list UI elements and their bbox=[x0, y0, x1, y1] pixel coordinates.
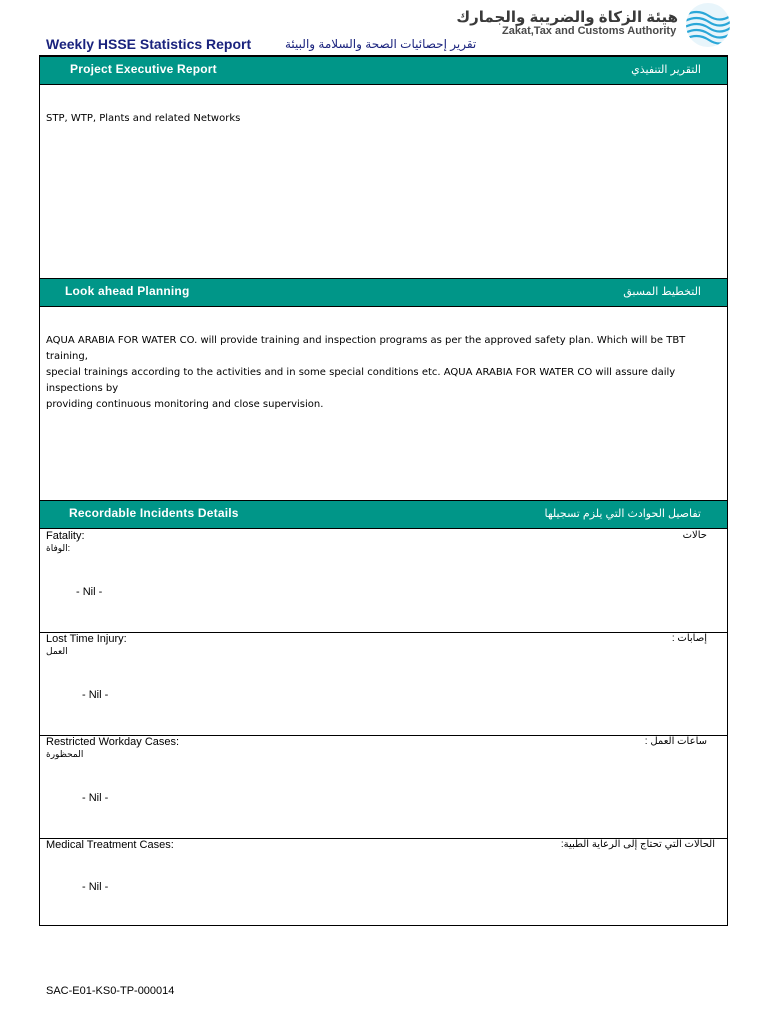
logo-arabic-text: هيئة الزكاة والضريبة والجمارك bbox=[456, 9, 678, 26]
report-title-arabic: تقرير إحصائيات الصحة والسلامة والبيئة bbox=[285, 37, 477, 51]
incidents-section-bar bbox=[40, 500, 727, 529]
incident-label-arabic-secondary: الوفاة: bbox=[46, 543, 71, 553]
incident-label-arabic: حالات bbox=[682, 530, 707, 541]
lookahead-section-bar bbox=[40, 278, 727, 307]
incident-label: Lost Time Injury: bbox=[46, 633, 127, 645]
incident-label-arabic-secondary: العمل bbox=[46, 646, 68, 656]
lookahead-content bbox=[46, 333, 727, 413]
incident-label-arabic: الحالات التي تحتاج إلى الرعاية الطبية: bbox=[560, 839, 715, 850]
incidents-section-title: Recordable Incidents Details bbox=[69, 506, 239, 520]
incident-value: - Nil - bbox=[82, 689, 109, 701]
executive-section-bar bbox=[40, 56, 727, 85]
incident-row-lost-time-injury bbox=[40, 632, 727, 736]
incidents-section-title-arabic: تفاصيل الحوادث التي يلزم تسجيلها bbox=[544, 508, 701, 520]
lookahead-section-title: Look ahead Planning bbox=[65, 284, 190, 298]
lookahead-line: AQUA ARABIA FOR WATER CO. will provide training and inspection programs as per the approved safety plan. Which will be TBT training, bbox=[46, 335, 686, 362]
logo-english-text: Zakat,Tax and Customs Authority bbox=[502, 25, 677, 37]
incident-value: - Nil - bbox=[76, 586, 103, 598]
authority-logo bbox=[456, 2, 734, 46]
incident-label: Restricted Workday Cases: bbox=[46, 736, 180, 748]
executive-section-title-arabic: التقرير التنفيذي bbox=[631, 64, 701, 76]
incident-row-medical-treatment bbox=[40, 838, 727, 926]
report-frame bbox=[39, 55, 728, 926]
incident-row-restricted-workday bbox=[40, 735, 727, 839]
lookahead-line: providing continuous monitoring and close supervision. bbox=[46, 399, 324, 410]
report-title: Weekly HSSE Statistics Report bbox=[46, 36, 252, 52]
incident-label-arabic: ساعات العمل : bbox=[644, 736, 707, 747]
incident-label: Medical Treatment Cases: bbox=[46, 839, 174, 851]
executive-section-title: Project Executive Report bbox=[70, 62, 217, 76]
incident-label-arabic: إصابات : bbox=[671, 633, 707, 644]
incident-label: Fatality: bbox=[46, 530, 85, 542]
incident-row-fatality bbox=[40, 529, 727, 633]
wave-sphere-logo-icon bbox=[685, 2, 731, 48]
lookahead-section-title-arabic: التخطيط المسبق bbox=[623, 286, 701, 298]
document-code: SAC-E01-KS0-TP-000014 bbox=[46, 985, 175, 997]
incident-value: - Nil - bbox=[82, 792, 109, 804]
incident-value: - Nil - bbox=[82, 881, 109, 893]
executive-content: STP, WTP, Plants and related Networks bbox=[46, 113, 241, 124]
incident-label-arabic-secondary: المحظورة bbox=[46, 749, 84, 759]
lookahead-line: special trainings according to the activities and in some special conditions etc. AQUA ARABIA FOR WATER CO will assure daily inspections by bbox=[46, 367, 676, 394]
